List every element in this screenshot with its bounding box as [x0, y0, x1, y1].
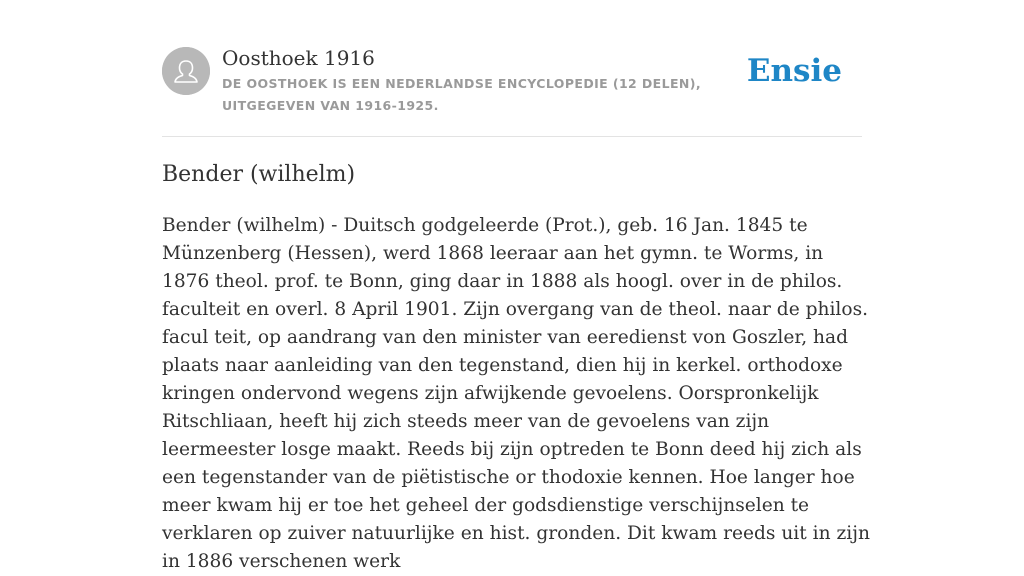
entry-body: Bender (wilhelm) - Duitsch godgeleerde (Prot.), geb. 16 Jan. 1845 te Münzenberg (Hessen), werd 1868 leeraar aan het gymn. te Worms, in 1876 theol. prof. te Bonn, ging daar in 1888 als hoogl. over in de philos. faculteit en overl. 8 April 1901. Zijn overgang van de theol. naar de philos. facul teit, op aandrang van den minister van eeredienst von Goszler, had plaats naar aanleiding van den tegenstand, dien hij in kerkel. orthodoxe kringen ondervond wegens zijn afwijkende gevoelens. Oorspronkelijk Ritschliaan, heeft hij zich steeds meer van de gevoelens van zijn leermeester losge maakt. Reeds bij zijn optreden te Bonn deed hij zich als een tegenstander van de piëtistische or thodoxie kennen. Hoe langer hoe meer kwam hij er toe het geheel der godsdienstige verschijnselen te verklaren op zuiver natuurlijke en hist. gronden. Dit kwam reeds uit in zijn in 1886 verschenen werk — [162, 215, 870, 572]
entry-title: Bender (wilhelm) — [162, 162, 356, 187]
source-title[interactable]: Oosthoek 1916 — [222, 46, 375, 70]
brand-logo[interactable]: Ensie — [746, 53, 842, 89]
source-header — [162, 44, 862, 137]
user-icon — [162, 47, 210, 95]
source-avatar[interactable] — [162, 47, 210, 95]
source-description: DE OOSTHOEK IS EEN NEDERLANDSE ENCYCLOPEDIE (12 DELEN), UITGEGEVEN VAN 1916-1925. — [222, 76, 702, 113]
